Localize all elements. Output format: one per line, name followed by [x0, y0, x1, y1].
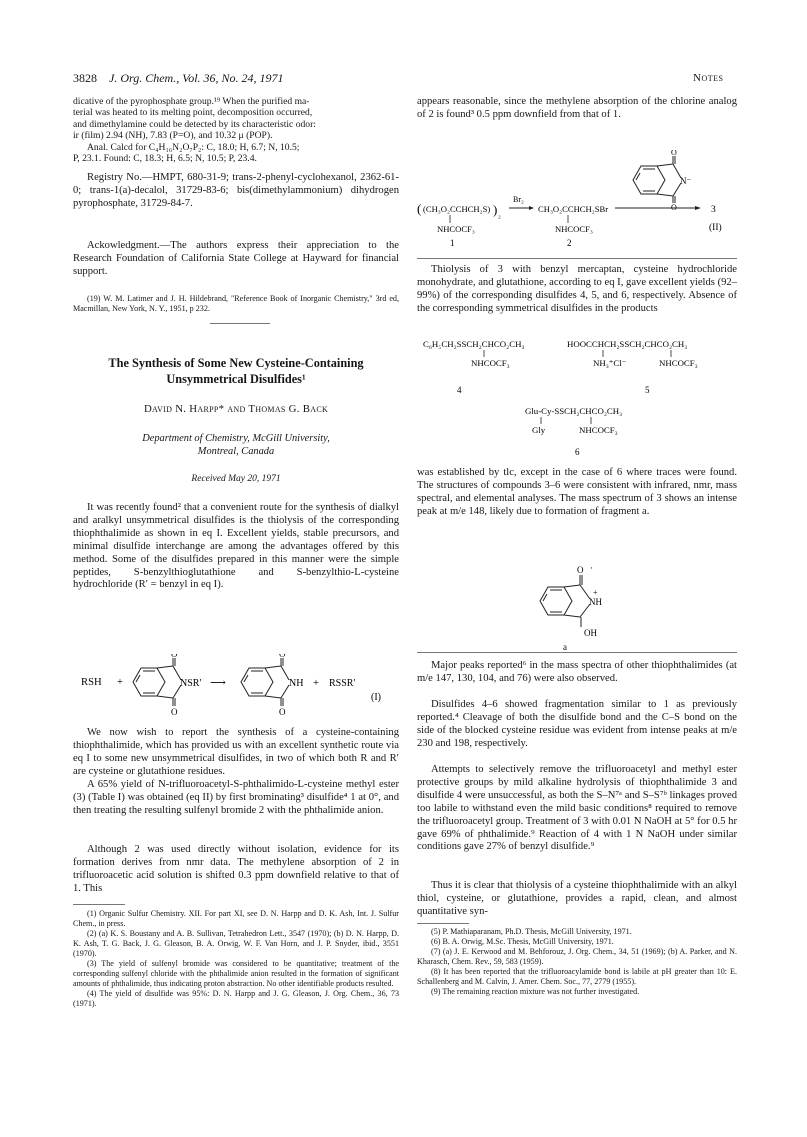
carbonyl-o: O	[171, 654, 178, 659]
footnote: (9) The remaining reaction mixture was not further investigated.	[431, 987, 640, 996]
thiolysis-paragraph	[417, 264, 737, 316]
divider	[210, 323, 270, 324]
equation-2-structure	[417, 150, 737, 260]
equation-1-structure	[73, 654, 399, 718]
text-line: ir (film) 2.94 (NH), 7.83 (P=O), and 10.32 μ (POP).	[73, 130, 273, 142]
paragraph-text: It was recently found² that a convenient route for the synthesis of dialkyl and aralkyl unsymmetrical disulfides is the thiolysis of the corresponding thiophthalimide as shown in eq I. Excellent yields, stable precursors, and minimal disulfide interchange are among the advantages offered by this method. Some of the disulfides prepared in this manner were the simple peptides, S-benzylthioglutathione and S-benzylthio-L-cysteine hydrochloride (R′ = benzyl in eq I).	[73, 502, 399, 591]
title-line: The Synthesis of Some New Cysteine-Containing	[108, 356, 364, 370]
compound-4-top: C₆H₅CH₂SSCH₂CHCO₂CH₃	[423, 339, 525, 349]
paragraph-text: Although 2 was used directly without isolation, evidence for its formation derives from nmr data. The methylene absorption of 2 in trifluoroacetic acid solution is shifted 0.3 ppm downfield relative to that of 1. This	[73, 844, 399, 894]
paragraph-text: Thiolysis of 3 with benzyl mercaptan, cysteine hydrochloride monohydrate, and glutathione, according to eq I, gave excellent yields (92–99%) of the corresponding disulfides 4, 5, and 6, respectively. Absence of the corresponding symmetrical disulfides in the products	[417, 264, 737, 314]
footnote: (2) (a) K. S. Boustany and A. B. Sullivan, Tetrahedron Lett., 3547 (1970); (b) D. N. Harpp, D. K. Ash, T. G. Back, J. G. Gleason, B. A. Orwig, W. F. Van Horn, and J. P. Snyder, ibid., 3551 (1970).	[73, 929, 399, 958]
tlc-paragraph	[417, 467, 737, 519]
registry-paragraph	[73, 172, 399, 211]
compound-2-top: CH₃O₂CCHCH₂SBr	[538, 204, 609, 214]
authors: David N. Harpp* and Thomas G. Back	[143, 403, 329, 415]
affiliation-line: Montreal, Canada	[197, 446, 275, 457]
footnote-divider	[73, 904, 125, 905]
plus-sign: +	[117, 677, 123, 688]
footnote: (6) B. A. Orwig, M.Sc. Thesis, McGill University, 1971.	[431, 937, 614, 946]
footnote-text: (19) W. M. Latimer and J. H. Hildebrand, "Reference Book of Inorganic Chemistry," 3rd ed, Macmillan, New York, N. Y., 1951, p 232.	[73, 294, 399, 313]
carbonyl-o: O	[671, 203, 677, 212]
paragraph-text: Thus it is clear that thiolysis of a cysteine thiophthalimide with an alkyl thiol, cysteine, or glutathione, provides a rapid, clean, and almost quantitative syn-	[417, 880, 737, 917]
compound-number-5: 5	[645, 385, 650, 395]
journal-citation: J. Org. Chem., Vol. 36, No. 24, 1971	[109, 71, 284, 85]
paragraph-text: appears reasonable, since the methylene absorption of the chlorine analog of 2 is found³ 0.5 ppm downfield from that of 1.	[417, 96, 737, 120]
paragraph-4	[73, 844, 399, 896]
compound-5-bottom-left: NH₃⁺Cl⁻	[593, 358, 627, 368]
intro-paragraph	[73, 502, 399, 592]
footnote-19	[73, 294, 399, 314]
fragment-label: a	[563, 642, 567, 651]
text-line: and dimethylamine could be detected by its characteristic odor:	[73, 118, 316, 130]
fragment-dot: ·	[590, 563, 593, 573]
footnotes-left	[73, 909, 399, 1009]
reaction-arrow: ⟶	[210, 677, 226, 689]
analysis-line: Anal. Calcd for C₄H₁₆N₂O₇P₂: C, 18.0; H, 6.7; N, 10.5;	[87, 141, 300, 153]
major-peaks-paragraph	[417, 660, 737, 686]
fragment-nh: NH	[589, 597, 602, 607]
compound-2-bottom: NHCOCF₃	[555, 224, 593, 234]
nh-label: NH	[289, 678, 304, 689]
rsh-label: RSH	[81, 677, 102, 688]
carbonyl-o: O	[279, 654, 286, 659]
registry-text: Registry No.—HMPT, 680-31-9; trans-2-phenyl-cyclohexanol, 2362-61-0; trans-1(a)-decalol, 31729-83-6; bis(dimethylammonium) dihydrogen pyrophosphate, 31729-84-7.	[73, 172, 399, 209]
footnote: (3) The yield of sulfenyl bromide was considered to be quantitative; treatment of the corresponding sulfenyl chloride with the phthalimide anion resulted in the formation of significant amounts of phthalimide, thus indicating proton abstraction. No other identifiable products resulted.	[73, 959, 399, 988]
phthalimide-ring	[133, 658, 181, 706]
compound-6-bottom-left: Gly	[532, 425, 546, 435]
text-line: dicative of the pyrophosphate group.¹⁹ When the purified ma-	[73, 96, 310, 107]
compounds-4-5-6	[417, 331, 737, 467]
compound-number-1: 1	[450, 238, 455, 248]
equation-number: (I)	[371, 692, 381, 703]
paragraph-text: We now wish to report the synthesis of a cysteine-containing thiophthalimide, which has provided us with an excellent synthetic route via eq I to some new unsymmetrical disulfides, in two of which both R and R′ are cysteine or glutathione residues.	[73, 727, 399, 777]
phthalimide-ring	[241, 658, 289, 706]
conclusion-paragraph	[417, 880, 737, 919]
affiliation-line: Department of Chemistry, McGill University,	[142, 433, 330, 444]
compound-5-top: HOOCCHCH₂SSCH₂CHCO₂CH₃	[567, 339, 688, 349]
footnote: (1) Organic Sulfur Chemistry. XII. For part XI, see D. N. Harpp and D. K. Ash, Int. J. Sulfur Chem., in press.	[73, 909, 399, 928]
fragment-a-structure	[520, 555, 640, 651]
product-number-3: 3	[711, 205, 716, 215]
n-minus-label: N⁻	[680, 176, 692, 186]
compound-number-4: 4	[457, 385, 462, 395]
subscript-2: ₂	[498, 210, 501, 219]
carbonyl-o: O	[671, 150, 677, 157]
fragment-ring	[540, 575, 590, 627]
paragraph-text: Disulfides 4–6 showed fragmentation similar to 1 as previously reported.⁴ Cleavage of both the disulfide bond and the C–S bond on the side of the blocked cysteine residue was evident from intense peaks at m/e 230 and 198, respectively.	[417, 699, 737, 749]
carbonyl-o: O	[279, 707, 286, 717]
compound-4-bottom: NHCOCF₃	[471, 358, 510, 368]
acknowledgment	[73, 240, 399, 279]
equation-number: (II)	[709, 223, 722, 233]
fragment-divider	[417, 652, 737, 653]
footnotes-right	[417, 927, 737, 997]
fragment-oh: OH	[584, 628, 597, 638]
phthalimide-anion-ring	[633, 156, 681, 203]
paren-close: )	[493, 202, 498, 217]
disulfide-structures	[417, 331, 737, 467]
compound-6-top: Glu-Cy-SSCH₂CHCO₂CH₃	[525, 406, 623, 416]
ack-text: Ackowledgment.—The authors express their appreciation to the Research Foundation of California State College at Hayward for financial support.	[73, 240, 399, 277]
page-number: 3828	[73, 71, 97, 85]
carbonyl-o: O	[171, 707, 178, 717]
compound-1-top: (CH₃O₂CCHCH₂S)	[423, 204, 491, 214]
right-top-paragraph	[417, 96, 737, 122]
compound-1-bottom: NHCOCF₃	[437, 224, 475, 234]
paragraph-text: A 65% yield of N-trifluoroacetyl-S-phthalimido-L-cysteine methyl ester (3) (Table I) was obtained (eq II) by first brominating³ disulfide⁴ 1 at 0°, and then treating the resulting sulfenyl bromide 2 with the phthalimide anion.	[73, 779, 399, 816]
compound-number-6: 6	[575, 447, 580, 457]
compound-5-bottom-right: NHCOCF₃	[659, 358, 698, 368]
paren-open: (	[417, 201, 422, 216]
fragment-plus: +	[593, 588, 598, 597]
disulfides-paragraph	[417, 699, 737, 751]
text-line: terial was heated to its melting point, decomposition occurred,	[73, 107, 313, 119]
equation-1	[73, 654, 399, 718]
paragraph-text: Attempts to selectively remove the trifluoroacetyl and methyl ester protective groups by mild alkaline hydrolysis of thiophthalimide 3 and disulfide 4 were unsuccessful, as both the S–N⁷ᵃ and S–S⁷ᵇ linkages proved too labile to withstand even the mild basic conditions⁸ required to remove the trifluoroacetyl group. Treatment of 3 with 0.01 N NaOH at 5° for 0.5 hr gave 69% of phthalimide.⁹ Reaction of 4 with 1 N NaOH under similar conditions gave 27% of benzyl disulfide.⁹	[417, 764, 737, 853]
article-title	[73, 355, 399, 387]
footnote: (8) It has been reported that the trifluoroacylamide bond is labile at pH greater than 10: E. Schallenberg and M. Calvin, J. Amer. Chem. Soc., 77, 2779 (1955).	[417, 967, 737, 986]
plus-sign: +	[313, 678, 319, 689]
footnote: (5) P. Mathiaparanam, Ph.D. Thesis, McGill University, 1971.	[431, 927, 632, 936]
paragraph-text: Major peaks reported⁶ in the mass spectra of other thiophthalimides (at m/e 147, 130, 104, and 76) were also observed.	[417, 660, 737, 684]
affiliation	[73, 432, 399, 458]
footnote: (4) The yield of disulfide was 95%: D. N. Harpp and J. G. Gleason, J. Org. Chem., 36, 73 (1971).	[73, 989, 399, 1008]
paragraph-2	[73, 727, 399, 779]
equation-2	[417, 150, 737, 260]
rssr-label: RSSR′	[329, 678, 356, 689]
previous-article-tail	[73, 96, 399, 164]
nsr-label: NSR′	[180, 678, 202, 689]
footnote-divider	[417, 923, 469, 924]
reagent-br2: Br₂	[513, 195, 524, 204]
received-date: Received May 20, 1971	[191, 474, 281, 484]
section-name: Notes	[693, 72, 724, 84]
compound-number-2: 2	[567, 238, 572, 248]
analysis-line: P, 23.1. Found: C, 18.3; H, 6.5; N, 10.5; P, 23.4.	[73, 153, 257, 165]
equation-divider	[417, 258, 737, 259]
fragment-a	[520, 555, 640, 651]
title-line: Unsymmetrical Disulfides¹	[166, 372, 306, 386]
attempts-paragraph	[417, 764, 737, 854]
compound-6-bottom-right: NHCOCF₃	[579, 425, 618, 435]
paragraph-text: was established by tlc, except in the case of 6 where traces were found. The structures of compounds 3–6 were consistent with infrared, nmr, mass spectral, and elemental analyses. The mass spectrum of 3 shows an intense peak at m/e 148, likely due to formation of fragment a.	[417, 467, 737, 517]
paragraph-3	[73, 779, 399, 818]
footnote: (7) (a) J. E. Kerwood and M. Behforouz, J. Org. Chem., 34, 51 (1969); (b) A. Parker, and N. Kharasch, Chem. Rev., 59, 583 (1959).	[417, 947, 737, 966]
fragment-o: O	[577, 565, 584, 575]
